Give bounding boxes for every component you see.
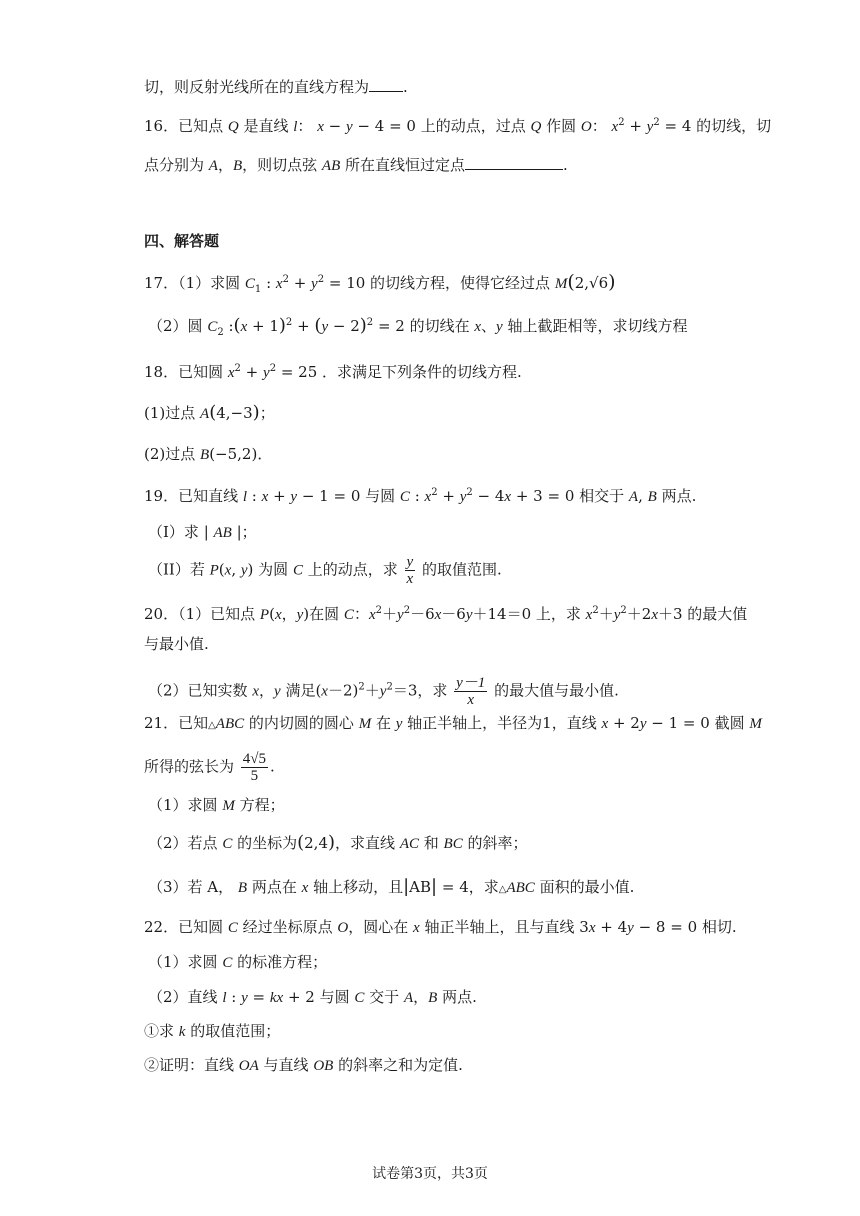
q22-part2-item1: ①求 k 的取值范围； [144,1022,281,1040]
q22-part2: （2）直线 l : y = kx + 2 与圆 C 交于 A，B 两点. [148,988,477,1006]
q21-part3: （3）若 A， B 两点在 x 轴上移动，且|AB| = 4，求△ABC 面积的最小值. [148,876,635,897]
q16-line2: 点分别为 A，B，则切点弦 AB 所在直线恒过定点 . [144,156,568,174]
q18-stem: 18．已知圆 $x^2 + y^2 = 25$ ．求满足下列条件的切线方程. [144,363,522,381]
q17-part1: 17．（1）求圆 $C_1$ : $x^2 + y^2 = 10$ 的切线方程，使得它经过点 M(2,√6) [144,271,616,295]
q16-line1: 16．已知点 Q 是直线 l： x − y − 4 = 0 上的动点，过点 Q 作圆 O： $x^2 + y^2 = 4$ 的切线，切 [144,117,772,135]
q19-part2: （II）若 P(x, y) 为圆 C 上的动点，求 $\frac{y}{x}$ 的取值范围. [148,554,502,587]
page-footer: 试卷第3页，共3页 [372,1166,488,1182]
q20-part1-line1: 20．（1）已知点 P(x，y)在圆 C：$x^2+y^2-6x-6y+14=0$ 上，求 $x^2+y^2+2x+3$ 的最大值 [144,605,748,623]
q21-line1: 21．已知△ABC 的内切圆的圆心 M 在 y 轴正半轴上，半径为1，直线 x + 2y − 1 = 0 截圆 M [144,714,762,732]
q20-part2: （2）已知实数 x，y 满足$(x-2)^2+y^2=3$，求 $\frac{y-1}{x}$ 的最大值与最小值. [148,675,619,708]
q21-line2: 所得的弦长为 $\frac{4√5}{5}$ . [144,751,275,784]
q18-part2: (2)过点 B(−5,2)． [144,445,273,463]
q20-part1-line2: 与最小值. [144,635,209,653]
q17-part2: （2）圆 $C_2$ :(x + $1)^2 + (y - 2)^2 = 2$ 的切线在 x、y 轴上截距相等，求切线方程 [148,315,688,338]
q21-part2: （2）若点 C 的坐标为(2,4)，求直线 AC 和 BC 的斜率； [148,832,528,853]
q22-part2-item2: ②证明：直线 OA 与直线 OB 的斜率之和为定值. [144,1056,463,1074]
q22-part1: （1）求圆 C 的标准方程； [148,953,328,971]
q21-part1: （1）求圆 M 方程； [148,796,285,814]
section-heading-answers: 四、解答题 [144,232,220,250]
q22-stem: 22．已知圆 C 经过坐标原点 O，圆心在 x 轴正半轴上，且与直线 3x + 4y − 8 = 0 相切. [144,918,737,936]
q19-part1: （I）求 | AB |； [148,523,257,541]
q18-part1: (1)过点 A(4,−3)； [144,402,275,423]
q19-stem: 19．已知直线 l : x + y − 1 = 0 与圆 C : $x^2 + y^2 - 4x + 3 = 0$ 相交于 A, B 两点. [144,487,697,505]
q15-continuation: 切，则反射光线所在的直线方程为 . [144,78,408,96]
